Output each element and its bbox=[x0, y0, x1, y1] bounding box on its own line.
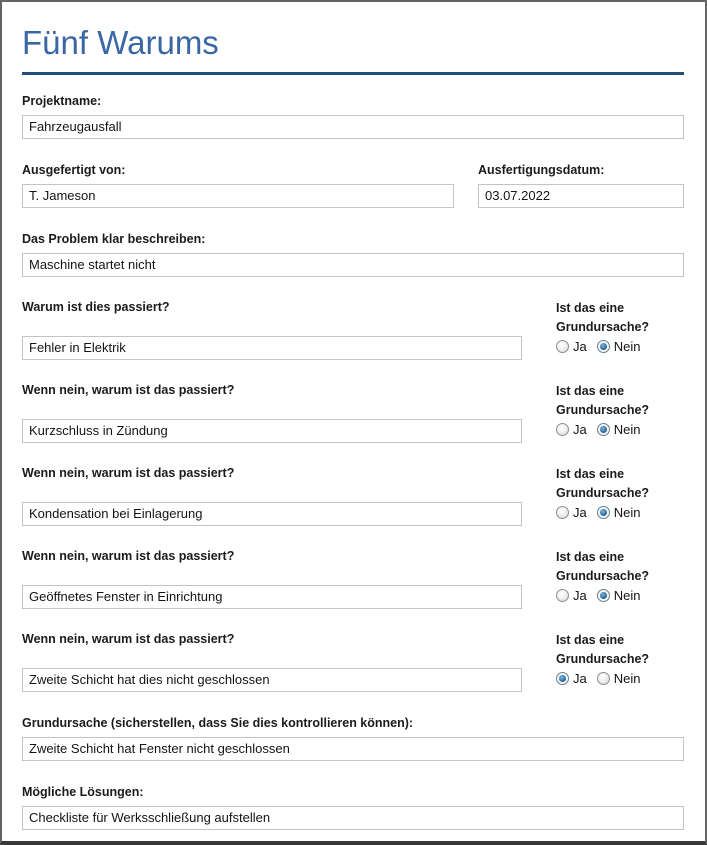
why-question-block bbox=[22, 631, 522, 692]
radio-ja[interactable] bbox=[556, 589, 569, 602]
root-cause-block bbox=[556, 631, 684, 692]
ausfertigungsdatum-field bbox=[478, 162, 684, 208]
why-row bbox=[22, 465, 684, 526]
why-question-block bbox=[22, 382, 522, 443]
radio-nein[interactable] bbox=[597, 506, 610, 519]
radio-group-ja bbox=[556, 505, 587, 520]
why-row bbox=[22, 382, 684, 443]
root-cause-block bbox=[556, 465, 684, 526]
page-title: Fünf Warums bbox=[22, 24, 219, 61]
root-cause-radio-row bbox=[556, 339, 684, 354]
ausgefertigt-von-field bbox=[22, 162, 454, 208]
why-answer-input[interactable] bbox=[22, 502, 522, 526]
ausfertigungsdatum-input[interactable] bbox=[478, 184, 684, 208]
why-row bbox=[22, 548, 684, 609]
why-question-label: Wenn nein, warum ist das passiert? bbox=[22, 382, 235, 397]
projektname-input[interactable] bbox=[22, 115, 684, 139]
ausfertigungsdatum-label: Ausfertigungsdatum: bbox=[478, 162, 605, 177]
why-question-block bbox=[22, 299, 522, 360]
ausgefertigt-von-input[interactable] bbox=[22, 184, 454, 208]
why-question-block bbox=[22, 465, 522, 526]
why-answer-input[interactable] bbox=[22, 336, 522, 360]
grundursache-field bbox=[22, 715, 684, 761]
radio-group-ja bbox=[556, 671, 587, 686]
root-cause-block bbox=[556, 548, 684, 609]
root-cause-header: Ist das eine Grundursache? bbox=[556, 549, 650, 583]
radio-group-ja bbox=[556, 339, 587, 354]
root-cause-radio-row bbox=[556, 422, 684, 437]
radio-group-nein bbox=[597, 671, 641, 686]
why-question-label: Wenn nein, warum ist das passiert? bbox=[22, 548, 235, 563]
radio-ja-label[interactable]: Ja bbox=[573, 587, 587, 603]
why-rows bbox=[22, 299, 684, 692]
why-row bbox=[22, 299, 684, 360]
root-cause-radio-row bbox=[556, 588, 684, 603]
root-cause-header: Ist das eine Grundursache? bbox=[556, 383, 650, 417]
why-answer-input[interactable] bbox=[22, 668, 522, 692]
why-row bbox=[22, 631, 684, 692]
radio-nein[interactable] bbox=[597, 589, 610, 602]
why-question-label: Wenn nein, warum ist das passiert? bbox=[22, 465, 235, 480]
radio-nein[interactable] bbox=[597, 672, 610, 685]
root-cause-header: Ist das eine Grundursache? bbox=[556, 466, 650, 500]
radio-ja[interactable] bbox=[556, 340, 569, 353]
radio-group-ja bbox=[556, 422, 587, 437]
radio-group-nein bbox=[597, 588, 641, 603]
why-question-block bbox=[22, 548, 522, 609]
why-question-label: Warum ist dies passiert? bbox=[22, 299, 170, 314]
radio-group-nein bbox=[597, 339, 641, 354]
root-cause-header: Ist das eine Grundursache? bbox=[556, 300, 650, 334]
radio-nein-label[interactable]: Nein bbox=[613, 587, 641, 603]
why-answer-input[interactable] bbox=[22, 585, 522, 609]
radio-nein-label[interactable]: Nein bbox=[613, 504, 641, 520]
problem-field bbox=[22, 231, 684, 277]
radio-ja-label[interactable]: Ja bbox=[573, 504, 587, 520]
why-answer-input[interactable] bbox=[22, 419, 522, 443]
root-cause-block bbox=[556, 382, 684, 443]
radio-group-ja bbox=[556, 588, 587, 603]
radio-group-nein bbox=[597, 505, 641, 520]
radio-ja[interactable] bbox=[556, 423, 569, 436]
ausgefertigt-von-label: Ausgefertigt von: bbox=[22, 162, 126, 177]
root-cause-radio-row bbox=[556, 505, 684, 520]
root-cause-block bbox=[556, 299, 684, 360]
radio-ja[interactable] bbox=[556, 672, 569, 685]
grundursache-label: Grundursache (sicherstellen, dass Sie dies kontrollieren können): bbox=[22, 715, 414, 730]
radio-nein-label[interactable]: Nein bbox=[613, 670, 641, 686]
title-divider bbox=[22, 72, 684, 75]
author-date-row bbox=[22, 162, 684, 208]
radio-nein[interactable] bbox=[597, 423, 610, 436]
problem-label: Das Problem klar beschreiben: bbox=[22, 231, 206, 246]
root-cause-radio-row bbox=[556, 671, 684, 686]
radio-ja-label[interactable]: Ja bbox=[573, 421, 587, 437]
root-cause-header: Ist das eine Grundursache? bbox=[556, 632, 650, 666]
radio-group-nein bbox=[597, 422, 641, 437]
radio-nein-label[interactable]: Nein bbox=[613, 338, 641, 354]
radio-ja-label[interactable]: Ja bbox=[573, 670, 587, 686]
form-page bbox=[2, 26, 705, 830]
problem-input[interactable] bbox=[22, 253, 684, 277]
grundursache-input[interactable] bbox=[22, 737, 684, 761]
loesungen-input[interactable] bbox=[22, 806, 684, 830]
radio-nein[interactable] bbox=[597, 340, 610, 353]
projektname-field bbox=[22, 93, 684, 139]
radio-ja-label[interactable]: Ja bbox=[573, 338, 587, 354]
why-question-label: Wenn nein, warum ist das passiert? bbox=[22, 631, 235, 646]
radio-nein-label[interactable]: Nein bbox=[613, 421, 641, 437]
loesungen-label: Mögliche Lösungen: bbox=[22, 784, 144, 799]
radio-ja[interactable] bbox=[556, 506, 569, 519]
loesungen-field bbox=[22, 784, 684, 830]
projektname-label: Projektname: bbox=[22, 93, 102, 108]
